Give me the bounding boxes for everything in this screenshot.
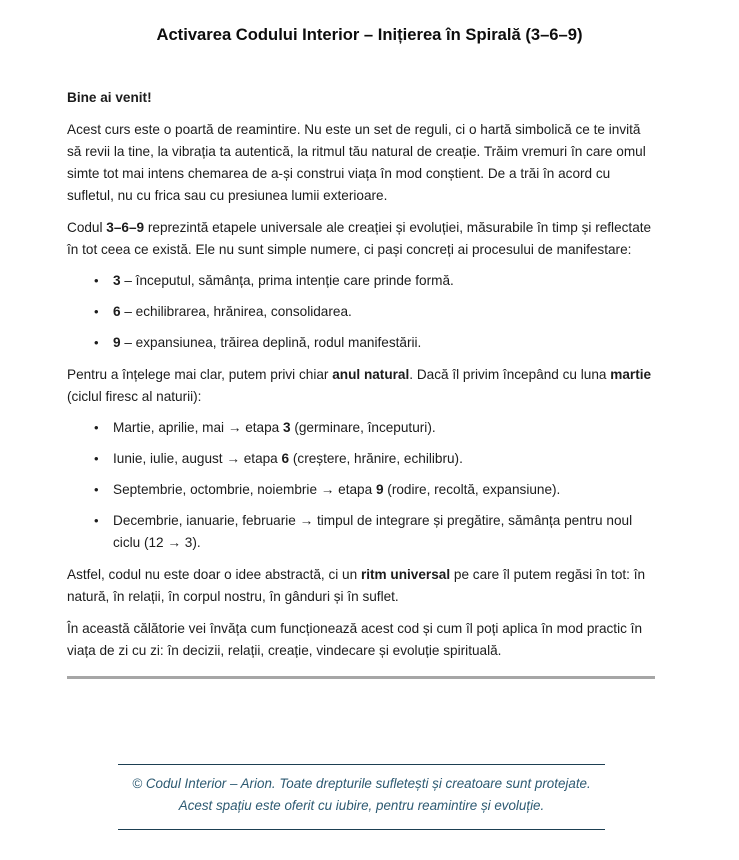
- list-item-stage-9: • 9 – expansiunea, trăirea deplină, rodul manifestării.: [113, 332, 655, 354]
- footer-tagline: Acest spațiu este oferit cu iubire, pentru reamintire și evoluție.: [178, 798, 545, 813]
- list-item-winter: • Decembrie, ianuarie, februarie → timpul de integrare și pregătire, sămânța pentru noul ciclu (12 → 3).: [113, 510, 655, 554]
- list-item-stage-6: • 6 – echilibrarea, hrănirea, consolidarea.: [113, 301, 655, 323]
- footer: [118, 764, 605, 830]
- paragraph-journey: În această călătorie vei învăța cum funcționează acest cod și cum îl poți aplica în mod practic în viața de zi cu zi: în decizii, relații, creație, vindecare și evoluție spirituală.: [67, 621, 643, 658]
- paragraph-intro: Acest curs este o poartă de reamintire. Nu este un set de reguli, ci o hartă simbolică ce te invită să revii la tine, la vibrația ta autentică, la ritmul tău natural de creație. Trăim vremuri în care omul simte tot mai intens chemarea de a-și construi viața în mod conștient. De a trăi în acord cu sufletul, nu cu frica sau cu presiunea lumii exterioare.: [67, 122, 646, 203]
- list-item-autumn: • Septembrie, octombrie, noiembrie → etapa 9 (rodire, recoltă, expansiune).: [113, 479, 655, 501]
- list-item-summer: • Iunie, iulie, august → etapa 6 (creștere, hrănire, echilibru).: [113, 448, 655, 470]
- list-item-spring: • Martie, aprilie, mai → etapa 3 (germinare, începuturi).: [113, 417, 655, 439]
- section-divider: [67, 676, 655, 679]
- greeting-heading: Bine ai venit!: [67, 90, 152, 105]
- code-stages-list: [67, 270, 655, 354]
- page-title: Activarea Codului Interior – Inițierea în Spirală (3–6–9): [156, 25, 583, 44]
- paragraph-natural-year: Pentru a înțelege mai clar, putem privi chiar anul natural. Dacă îl privim începând cu luna martie (ciclul firesc al naturii):: [67, 367, 652, 404]
- footer-copyright: © Codul Interior – Arion. Toate drepturile sufletești și creatoare sunt protejate.: [132, 776, 591, 791]
- paragraph-universal-rhythm: Astfel, codul nu este doar o idee abstractă, ci un ritm universal pe care îl putem regăsi în tot: în natură, în relații, în corpul nostru, în gânduri și în suflet.: [67, 567, 646, 604]
- paragraph-code-369: Codul 3–6–9 reprezintă etapele universale ale creației și evoluției, măsurabile în timp și reflectate în tot ceea ce există. Ele nu sunt simple numere, ci pași concreți ai procesului de manifestare:: [67, 220, 652, 257]
- list-item-stage-3: • 3 – începutul, sămânța, prima intenție care prinde formă.: [113, 270, 655, 292]
- year-stages-list: [67, 417, 655, 554]
